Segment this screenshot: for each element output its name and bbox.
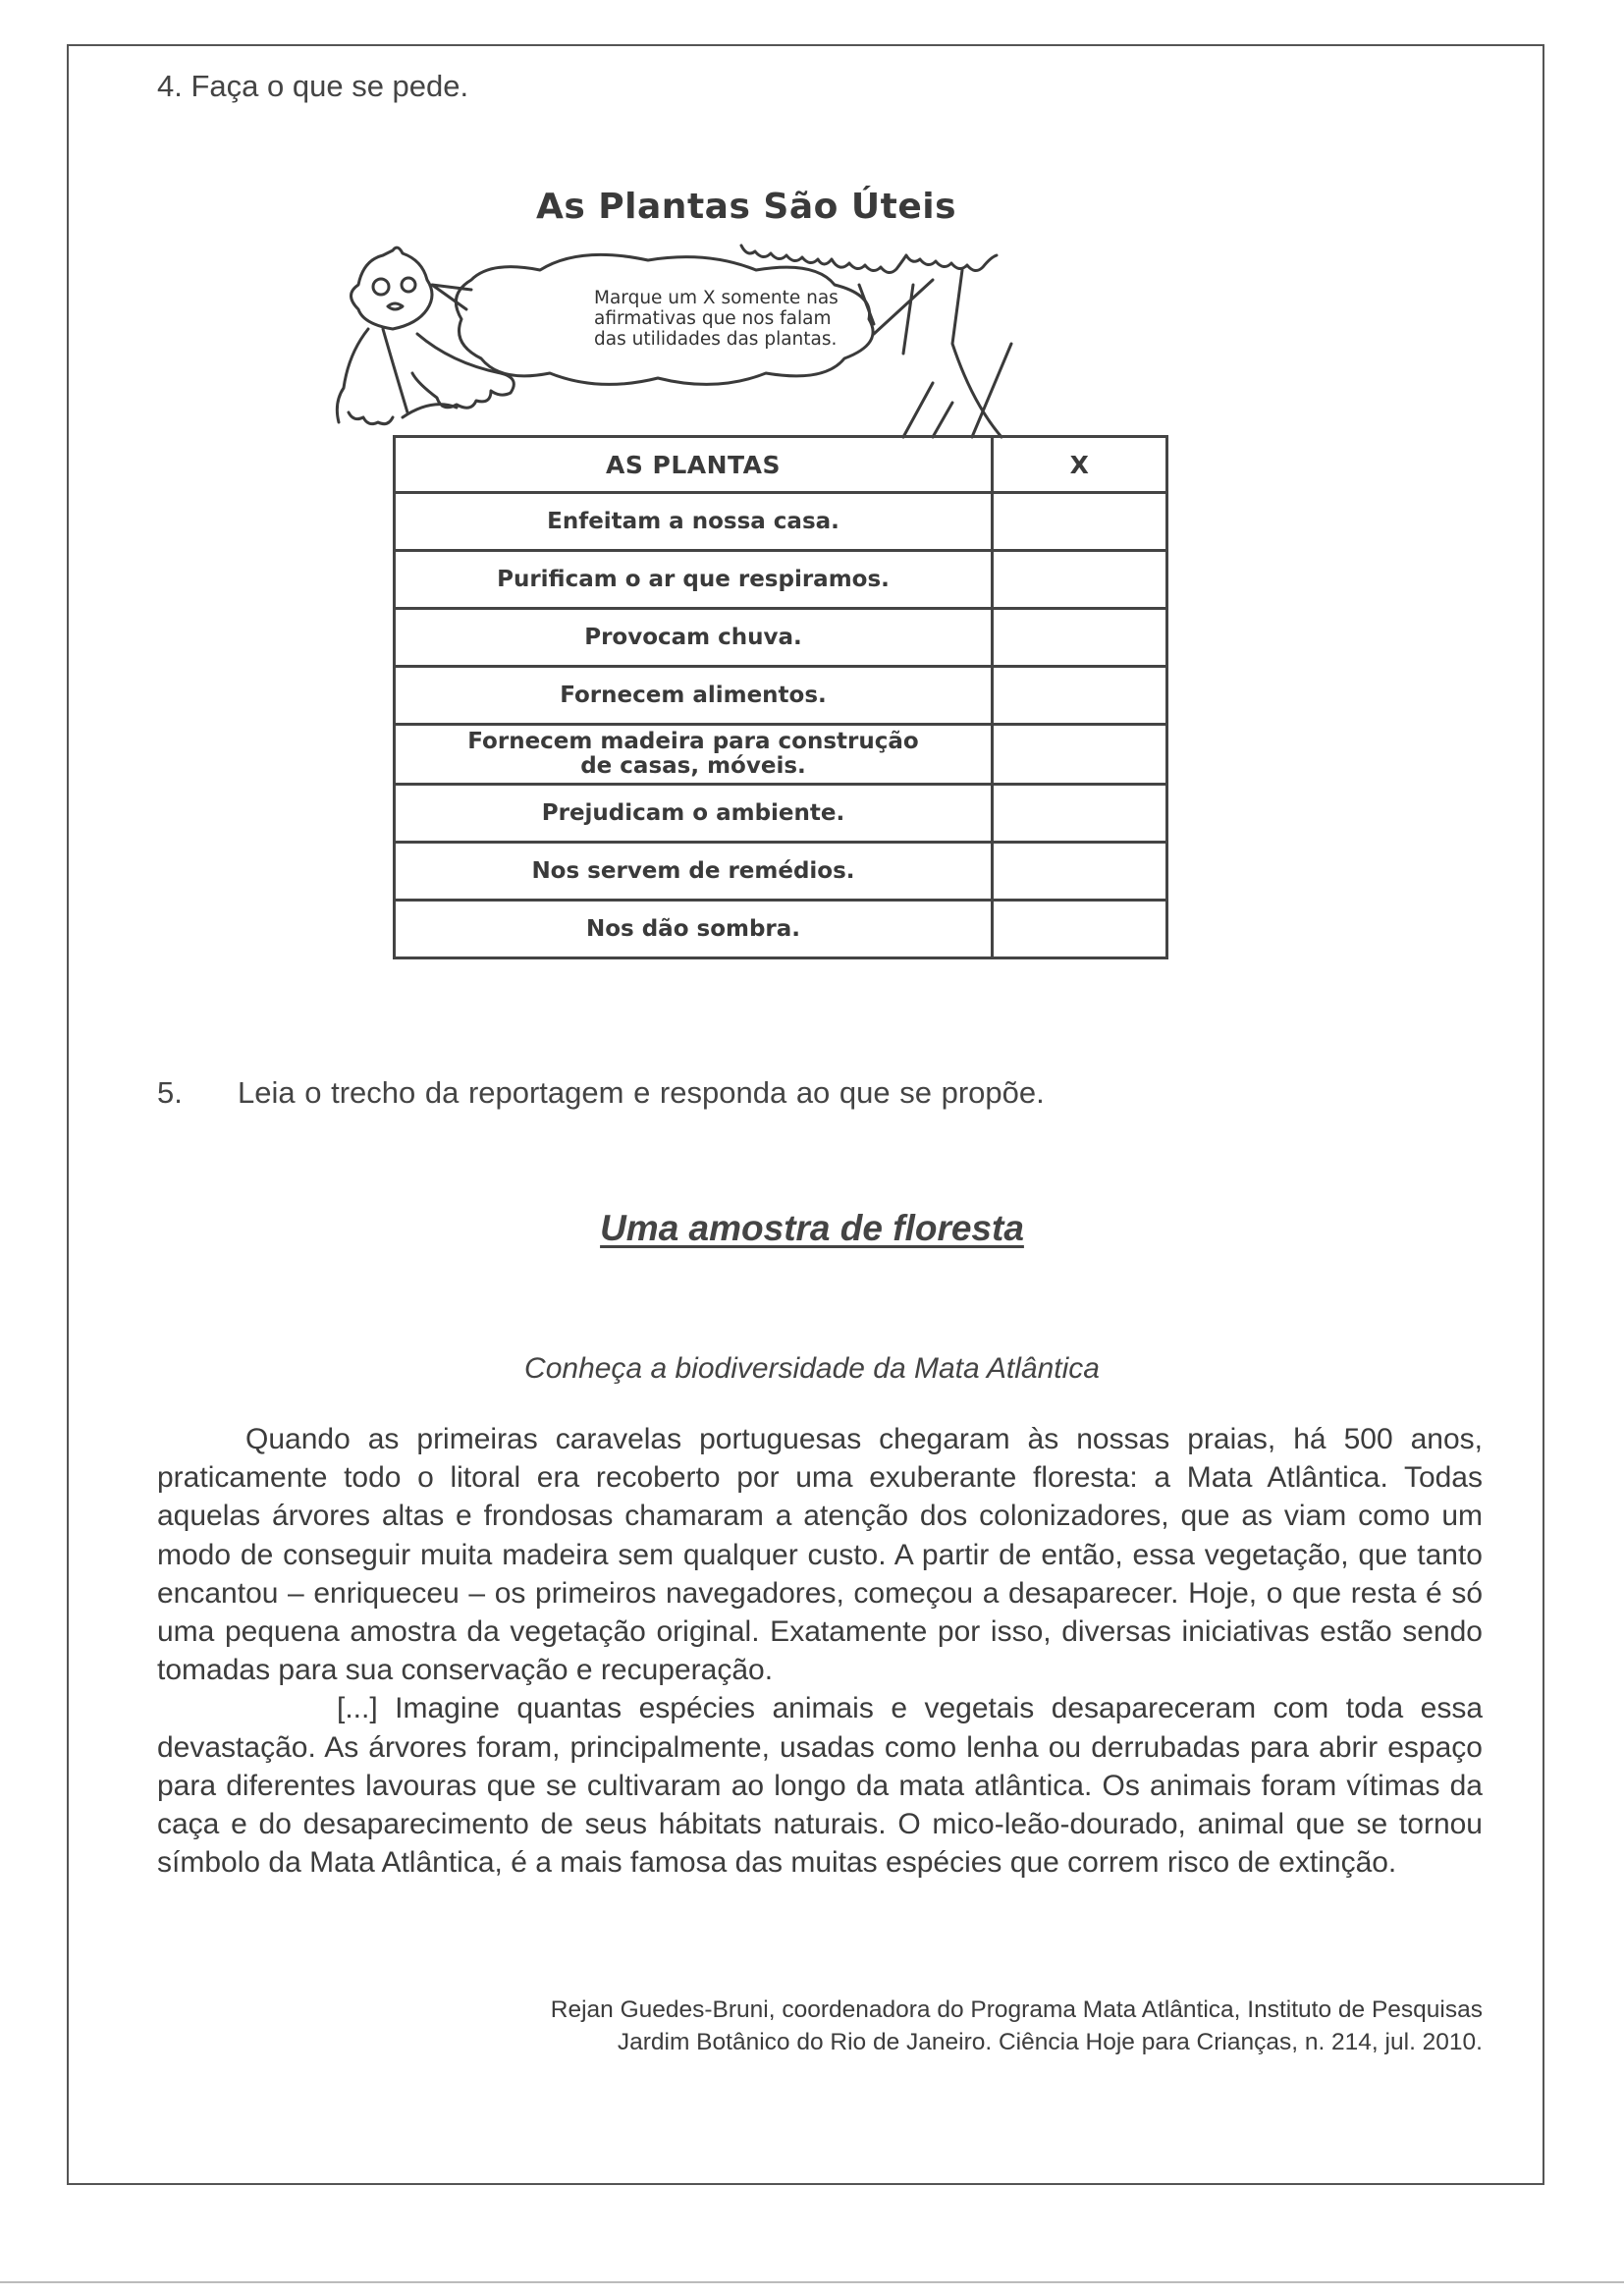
table-row [395, 785, 1167, 843]
table-header-row [395, 437, 1167, 493]
statement-line: de casas, móveis. [580, 753, 806, 779]
question-4-prompt: Faça o que se pede. [190, 69, 469, 103]
statement-cell: Nos servem de remédios. [395, 843, 993, 901]
mark-cell[interactable] [993, 551, 1167, 609]
article-paragraph: [...] Imagine quantas espécies animais e vegetais desapareceram com toda essa devastação. As árvores foram, principalmente, usadas como lenha ou derrubadas para abrir espaço para diferentes lavouras que se cultivaram ao longo da mata atlântica. Os animais foram vítimas da caça e do desaparecimento de seus hábitats naturais. O mico-leão-dourado, animal que se tornou símbolo da Mata Atlântica, é a mais famosa das muitas espécies que correm risco de extinção. [157, 1692, 1483, 1880]
plants-usefulness-table [393, 435, 1168, 959]
article-title: Uma amostra de floresta [600, 1208, 1024, 1248]
mark-cell[interactable] [993, 785, 1167, 843]
bird-icon [352, 247, 433, 329]
table-row [395, 843, 1167, 901]
statement-cell: Fornecem alimentos. [395, 667, 993, 725]
mark-cell[interactable] [993, 901, 1167, 958]
column-header-mark: X [993, 437, 1167, 493]
article-credit [393, 1994, 1483, 2058]
table-row [395, 551, 1167, 609]
question-4-number: 4. [157, 69, 183, 103]
scan-edge-line [0, 2281, 1624, 2283]
credit-line: Jardim Botânico do Rio de Janeiro. Ciência Hoje para Crianças, n. 214, jul. 2010. [617, 2029, 1483, 2055]
table-row [395, 725, 1167, 785]
mark-cell[interactable] [993, 725, 1167, 785]
activity-title: As Plantas São Úteis [535, 187, 957, 227]
credit-line: Rejan Guedes-Bruni, coordenadora do Programa Mata Atlântica, Instituto de Pesquisas [550, 1996, 1483, 2023]
statement-cell: Purificam o ar que respiramos. [395, 551, 993, 609]
speech-bubble-line: das utilidades das plantas. [594, 329, 838, 350]
mark-cell[interactable] [993, 667, 1167, 725]
question-4-heading [157, 69, 468, 104]
statement-cell: Nos dão sombra. [395, 901, 993, 958]
question-5-prompt: Leia o trecho da reportagem e responda ao que se propõe. [238, 1075, 1045, 1110]
speech-bubble-line: Marque um X somente nas [594, 288, 839, 308]
table-row [395, 609, 1167, 667]
table-row [395, 667, 1167, 725]
table-row [395, 493, 1167, 551]
question-5-heading [157, 1075, 1045, 1111]
statement-cell: Prejudicam o ambiente. [395, 785, 993, 843]
statement-cell: Provocam chuva. [395, 609, 993, 667]
speech-bubble-line: afirmativas que nos falam [594, 308, 832, 329]
article-subtitle: Conheça a biodiversidade da Mata Atlântica [524, 1352, 1100, 1385]
mark-cell[interactable] [993, 493, 1167, 551]
speech-bubble-text [594, 288, 947, 350]
question-5-number: 5. [157, 1075, 183, 1110]
article-body [157, 1420, 1483, 1882]
statement-line: Fornecem madeira para construção [467, 729, 919, 754]
statement-cell: Enfeitam a nossa casa. [395, 493, 993, 551]
column-header-statement: AS PLANTAS [395, 437, 993, 493]
mark-cell[interactable] [993, 843, 1167, 901]
mark-cell[interactable] [993, 609, 1167, 667]
statement-cell [395, 725, 993, 785]
table-row [395, 901, 1167, 958]
article-paragraph: Quando as primeiras caravelas portuguesas chegaram às nossas praias, há 500 anos, praticamente todo o litoral era recoberto por uma exuberante floresta: a Mata Atlântica. Todas aquelas árvores altas e frondosas chamaram a atenção dos colonizadores, que as viam como um modo de conseguir muita madeira sem qualquer custo. A partir de então, essa vegetação, que tanto encantou – enriqueceu – os primeiros navegadores, começou a desaparecer. Hoje, o que resta é só uma pequena amostra da vegetação original. Exatamente por isso, diversas iniciativas estão sendo tomadas para sua conservação e recuperação. [157, 1423, 1483, 1687]
